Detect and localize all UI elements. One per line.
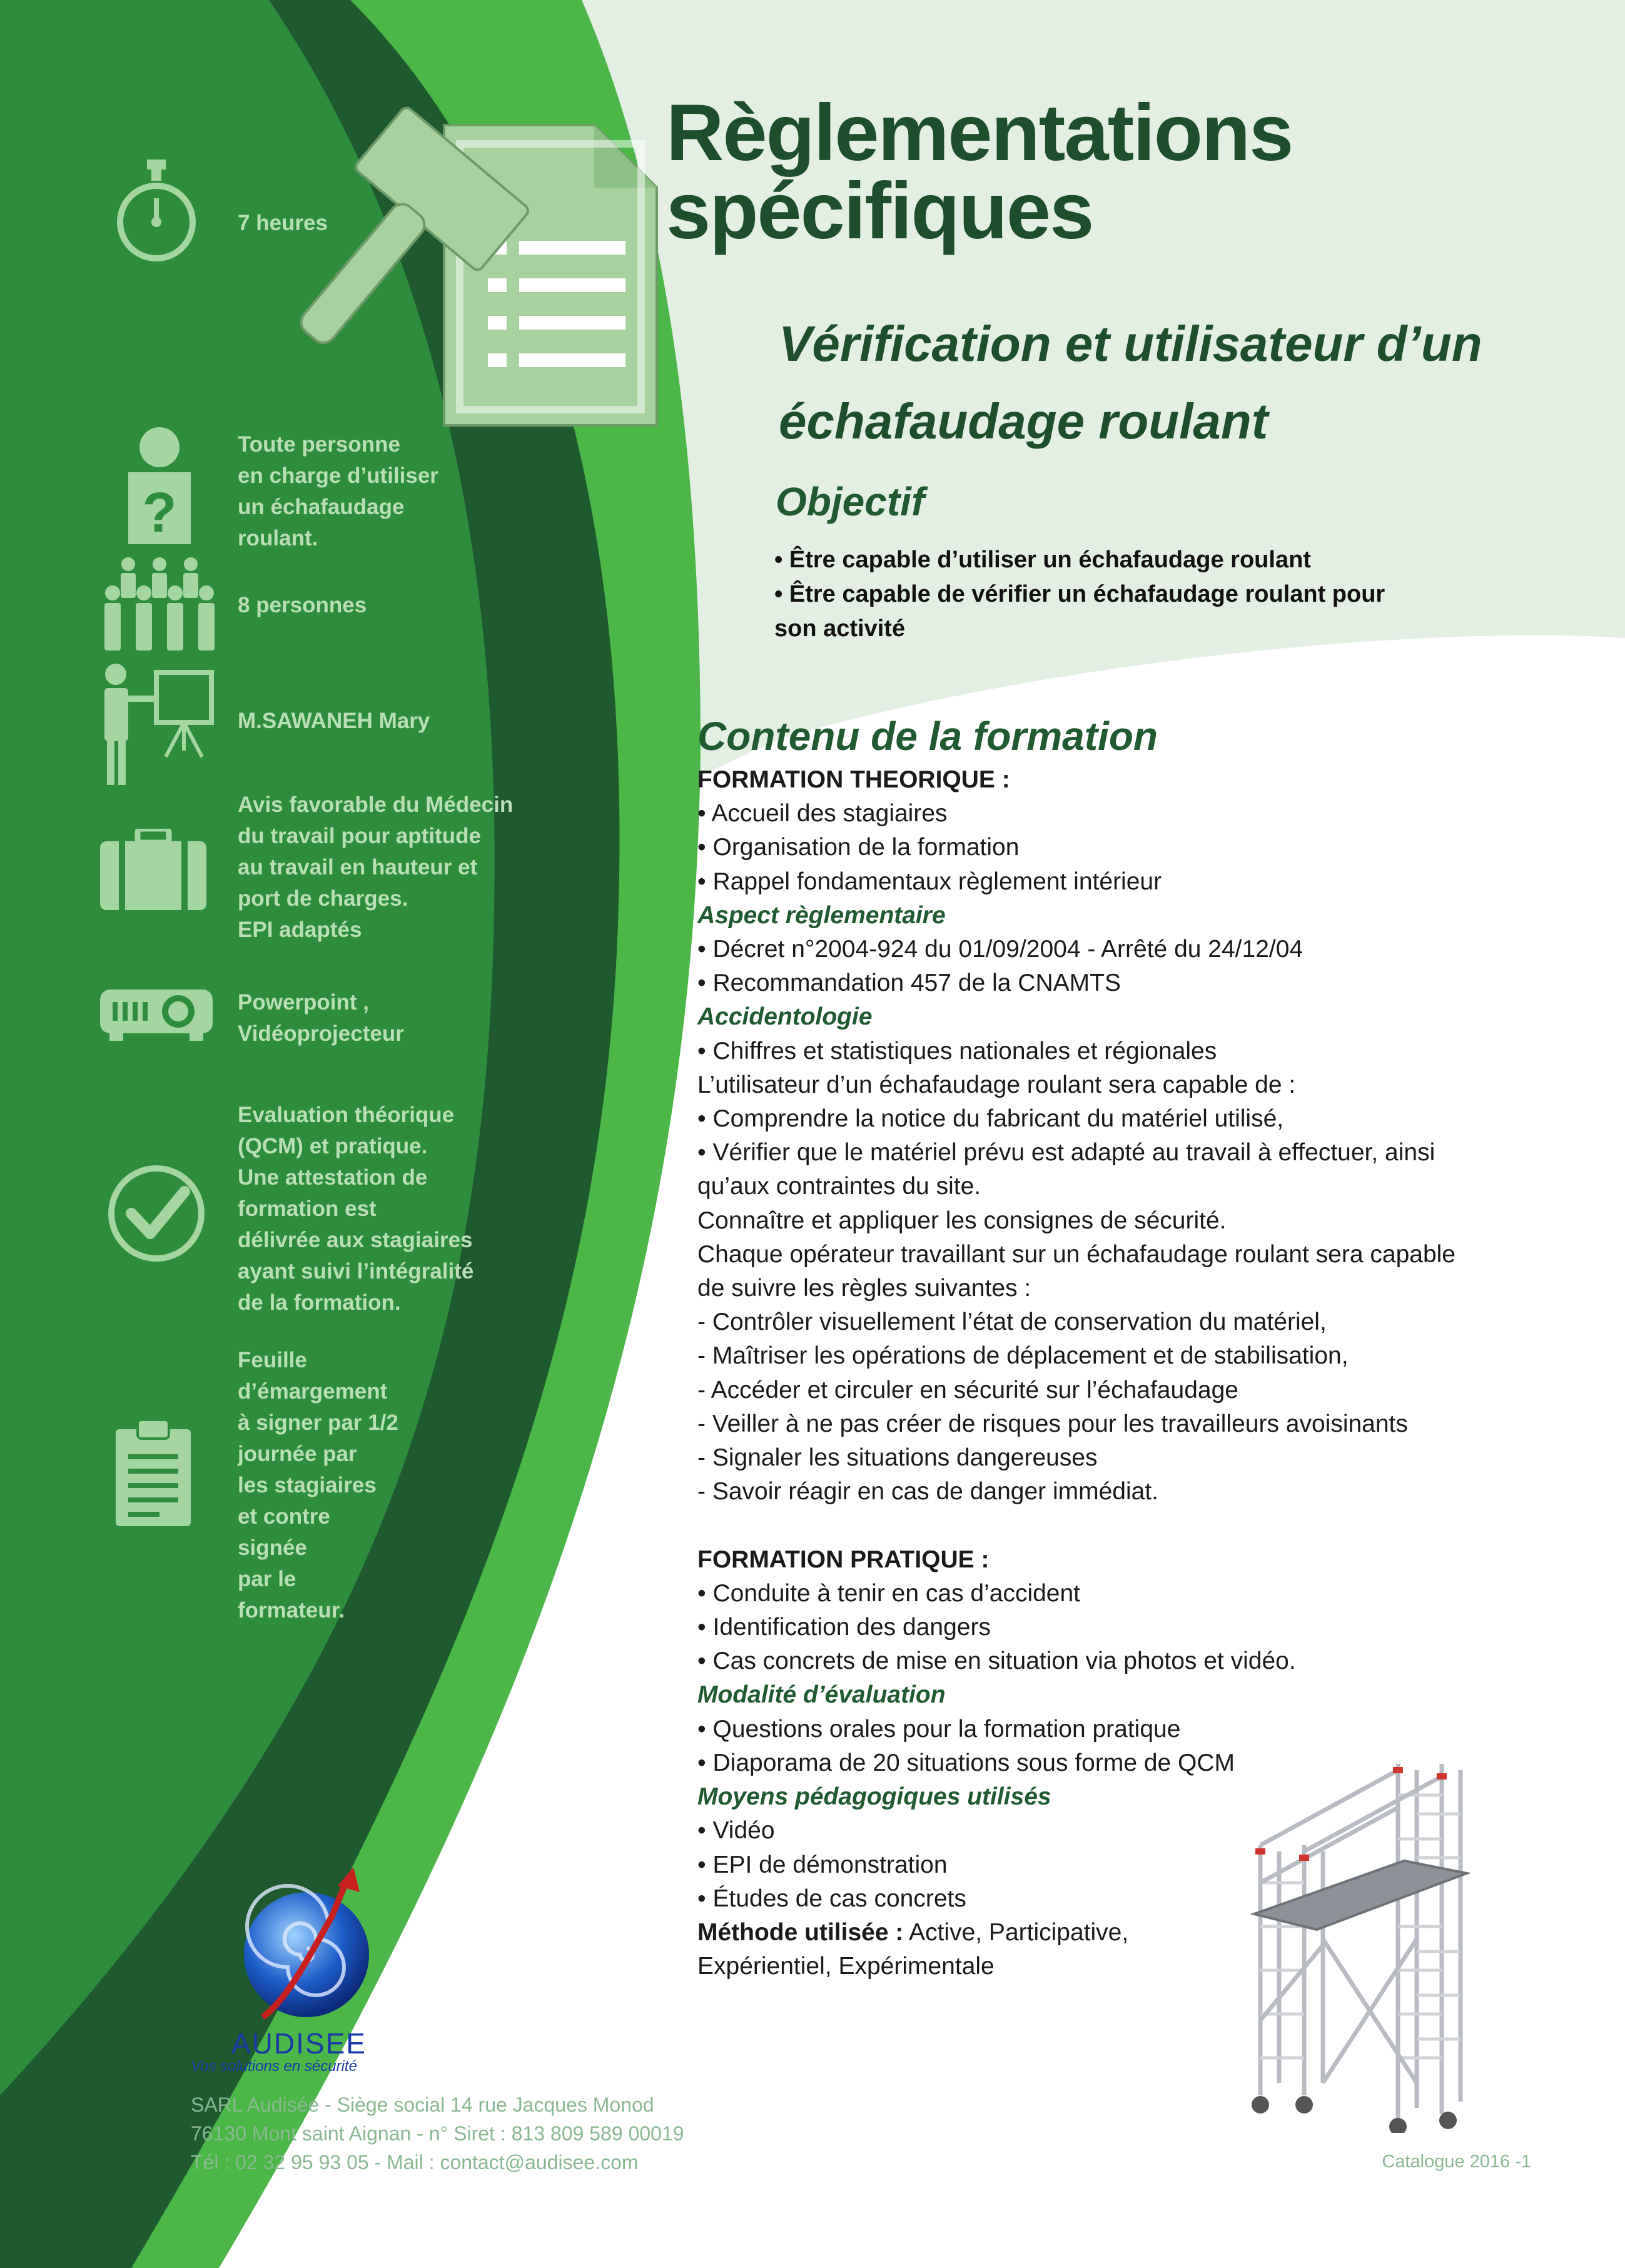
gavel-document-icon xyxy=(269,100,694,438)
content-line: • Identification des dangers xyxy=(697,1614,991,1641)
catalogue-label: Catalogue 2016 -1 xyxy=(1382,2152,1531,2172)
content-line: Expérientiel, Expérimentale xyxy=(697,1953,995,1980)
subtitle-line-1: Vérification et utilisateur d’un xyxy=(779,316,1482,372)
content-line: • Organisation de la formation xyxy=(697,834,1020,861)
projector-icon xyxy=(100,982,213,1041)
subtitle-line-2: échafaudage roulant xyxy=(779,393,1268,449)
content-line: qu’aux contraintes du site. xyxy=(697,1173,981,1200)
content-line: • Conduite à tenir en cas d’accident xyxy=(697,1579,1081,1607)
duration-text: 7 heures xyxy=(238,211,328,235)
footer-line-2: 76130 Mont saint Aignan - n° Siret : 813 809 589 00019 xyxy=(191,2122,684,2145)
prerequisites-text: Avis favorable du Médecin du travail pour aptitude au travail en hauteur et port de charges. EPI adaptés xyxy=(238,792,514,942)
content-subheading: Modalité d’évaluation xyxy=(697,1681,946,1709)
content-line: • Diaporama de 20 situations sous forme de QCM xyxy=(697,1749,1235,1776)
objective-item: • Être capable de vérifier un échafaudage roulant pour xyxy=(774,581,1385,607)
page-title xyxy=(666,88,1293,256)
objective-heading: Objectif xyxy=(776,479,925,524)
content-line: • Accueil des stagiaires xyxy=(697,800,948,828)
content-line: • Études de cas concrets xyxy=(697,1885,966,1912)
content-line: - Signaler les situations dangereuses xyxy=(697,1444,1098,1472)
content-line: • Décret n°2004-924 du 01/09/2004 - Arrêté du 24/12/04 xyxy=(697,936,1304,963)
page-subtitle xyxy=(779,305,1482,460)
content-line: • Chiffres et statistiques nationales et régionales xyxy=(697,1037,1217,1065)
group-people-icon xyxy=(103,557,216,651)
method-value: Active, Participative, xyxy=(903,1918,1129,1946)
content-line: • Cas concrets de mise en situation via photos et vidéo. xyxy=(697,1648,1296,1675)
content-section-title: FORMATION THEORIQUE : xyxy=(697,766,1010,793)
equipment-text: Powerpoint , Vidéoprojecteur xyxy=(238,990,404,1046)
trainer-text: M.SAWANEH Mary xyxy=(238,709,430,733)
logo-tagline: Vos solutions en sécurité xyxy=(191,2058,357,2075)
objective-item: • Être capable d’utiliser un échafaudage roulant xyxy=(774,547,1311,573)
content-line: Connaître et appliquer les consignes de sécurité. xyxy=(697,1207,1227,1234)
content-line: de suivre les règles suivantes : xyxy=(697,1275,1031,1302)
rolling-scaffold-image xyxy=(1242,1758,1504,2133)
content-subheading: Aspect règlementaire xyxy=(697,901,946,929)
briefcase-icon xyxy=(100,829,206,910)
logo-name: AUDISEE xyxy=(231,2027,367,2060)
content-line: - Veiller à ne pas créer de risques pour les travailleurs avoisinants xyxy=(697,1410,1408,1437)
content-line: • Questions orales pour la formation pratique xyxy=(697,1715,1181,1743)
content-line xyxy=(697,1509,1573,1542)
objective-list xyxy=(774,543,1525,646)
attendance-text: Feuille d’émargement à signer par 1/2 journée par les stagiaires et contre signée par le formateur. xyxy=(238,1348,398,1623)
content-line: - Accéder et circuler en sécurité sur l’échafaudage xyxy=(697,1376,1238,1404)
objective-item: son activité xyxy=(774,615,906,642)
content-line: • Vidéo xyxy=(697,1817,775,1845)
title-line-1: Règlementations xyxy=(666,88,1293,178)
stopwatch-icon xyxy=(113,159,200,266)
audience-text: Toute personne en charge d’utiliser un échafaudage roulant. xyxy=(238,432,438,550)
footer-line-3: Tél : 02 32 95 93 05 - Mail : contact@audisee.com xyxy=(191,2151,639,2174)
content-line: - Maîtriser les opérations de déplacement et de stabilisation, xyxy=(697,1342,1349,1370)
content-line: - Contrôler visuellement l’état de conservation du matériel, xyxy=(697,1309,1327,1336)
content-subheading: Accidentologie xyxy=(697,1003,873,1031)
content-line: L’utilisateur d’un échafaudage roulant sera capable de : xyxy=(697,1071,1296,1098)
content-heading: Contenu de la formation xyxy=(697,714,1158,759)
content-line: • EPI de démonstration xyxy=(697,1851,948,1878)
svg-text:?: ? xyxy=(142,482,177,544)
content-line: Chaque opérateur travaillant sur un échafaudage roulant sera capable xyxy=(697,1240,1455,1268)
content-section-title: FORMATION PRATIQUE : xyxy=(697,1546,990,1573)
presenter-board-icon xyxy=(97,663,216,788)
content-line: • Recommandation 457 de la CNAMTS xyxy=(697,969,1121,997)
group-size-text: 8 personnes xyxy=(238,593,367,617)
clipboard-icon xyxy=(116,1420,191,1526)
person-question-icon xyxy=(125,425,194,544)
title-line-2: spécifiques xyxy=(666,166,1093,256)
content-line: - Savoir réagir en cas de danger immédiat. xyxy=(697,1478,1159,1506)
content-subheading: Moyens pédagogiques utilisés xyxy=(697,1783,1051,1811)
checkmark-circle-icon xyxy=(106,1163,206,1263)
content-line: • Vérifier que le matériel prévu est adapté au travail à effectuer, ainsi xyxy=(697,1139,1435,1167)
content-line: • Comprendre la notice du fabricant du matériel utilisé, xyxy=(697,1105,1284,1133)
method-label: Méthode utilisée : xyxy=(697,1918,904,1946)
evaluation-text: Evaluation théorique (QCM) et pratique. Une attestation de formation est délivrée aux stagiaires ayant suivi l’intégralité de la formation. xyxy=(238,1103,474,1315)
audisee-globe-logo xyxy=(238,1861,394,2023)
footer-line-1: SARL Audisée - Siège social 14 rue Jacques Monod xyxy=(191,2093,654,2116)
content-line: • Rappel fondamentaux règlement intérieur xyxy=(697,868,1162,895)
